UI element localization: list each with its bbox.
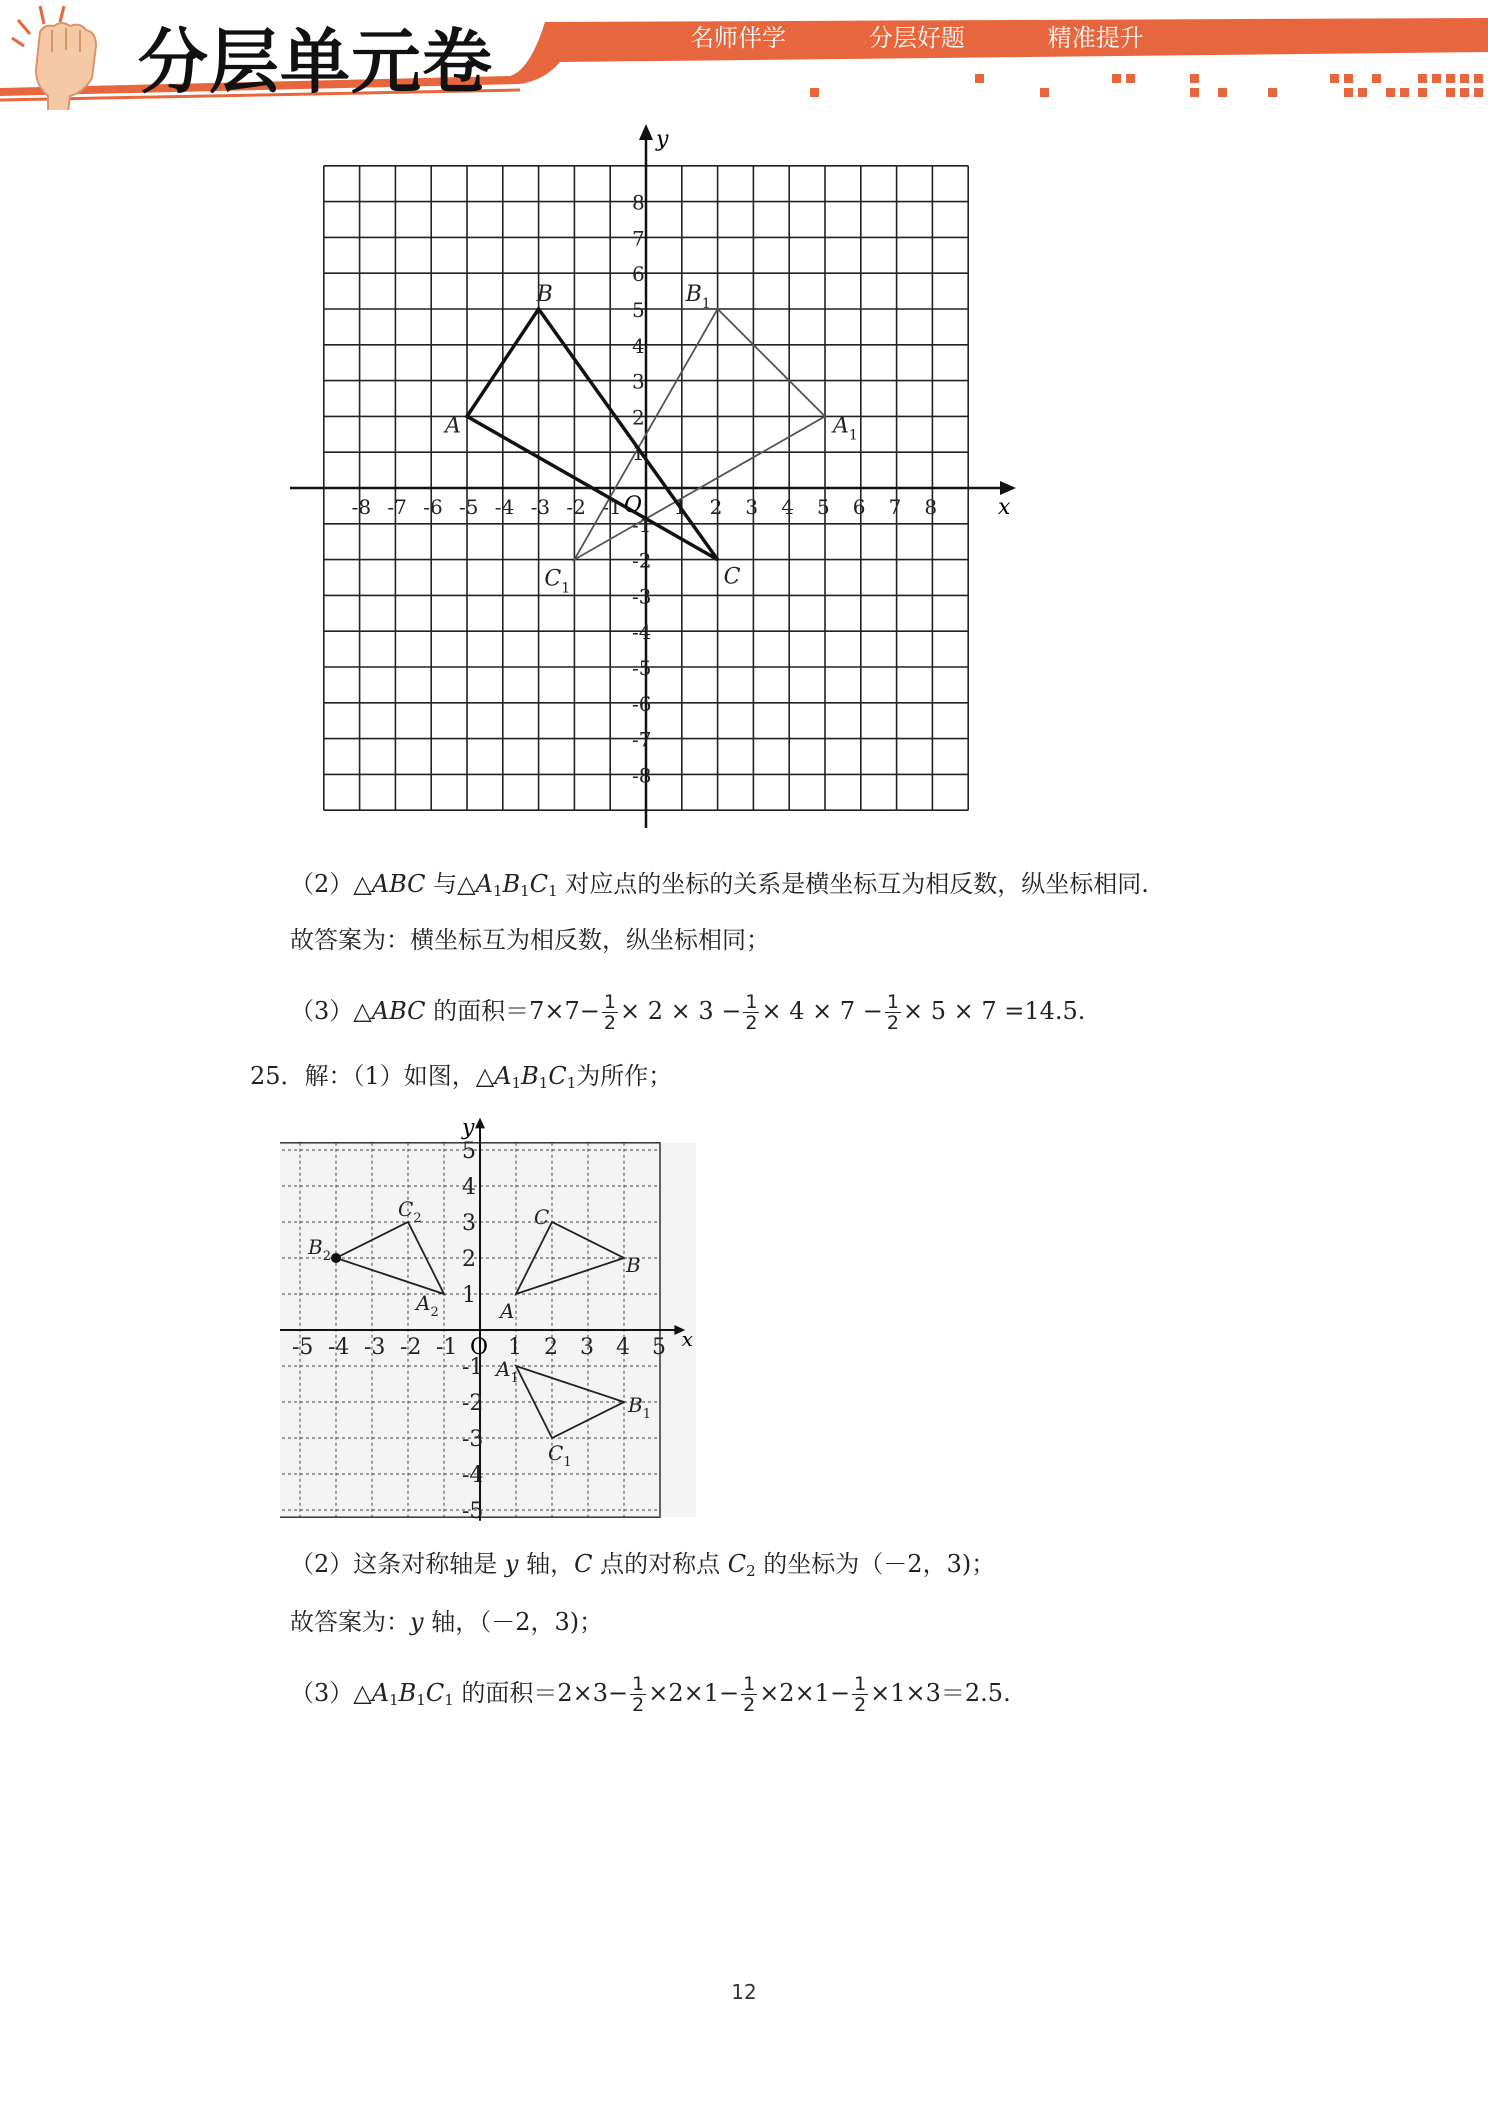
label-B: B [536,282,553,307]
x-tick-label: 5 [817,495,830,519]
x-tick-label: 1 [508,1335,522,1360]
x-tick-label: 4 [616,1335,630,1360]
x-tick-label: -2 [400,1335,422,1360]
y-tick-label: -2 [632,548,652,573]
x-tick-label: -6 [423,495,443,519]
label-C1: $C_1$ [548,1441,572,1470]
x-tick-label: 5 [652,1335,666,1360]
y-tick-label: 1 [632,441,645,466]
q25-intro: 25．解：（1）如图，$\triangle A_1B_1C_1$为所作； [250,1062,673,1092]
origin-label: O [470,1335,489,1360]
x-tick-label: 8 [924,495,938,519]
x-tick-label: 4 [781,495,794,519]
page-number: 12 [731,1980,757,2004]
q24-part3: （3）△ABC 的面积＝7×7− $\frac{1}{2}$ × 2 × 3 − $\frac{1}{2}$ × 4 × 7 − $\frac{1}{2}$ × 5 × 7 =14.5. [290,991,1086,1034]
label-A2: $A_2$ [416,1291,439,1320]
y-axis-label: y [656,127,669,152]
label-B1: $B_1$ [628,1393,651,1422]
x-tick-label: 3 [745,495,759,519]
q24-part2: （2）△ABC 与$\triangle A_1B_1C_1$ 对应点的坐标的关系是横坐标互为相反数，纵坐标相同. [290,870,1149,900]
x-axis-label: x [681,1327,693,1351]
origin-label: O [624,493,643,518]
x-tick-label: -7 [387,495,407,519]
y-tick-label: 8 [632,190,645,215]
x-tick-label: -4 [328,1335,350,1360]
y-tick-label: -5 [462,1499,484,1524]
y-axis-arrow [639,124,653,140]
fraction-half: $\frac{1}{2}$ [632,1673,645,1716]
page-header [0,0,1488,110]
label-A: A [500,1299,515,1323]
label-A1: $A_1$ [496,1357,519,1386]
y-tick-label: -4 [462,1463,484,1488]
label-B: B [626,1253,641,1277]
y-tick-label: -3 [632,584,652,609]
x-tick-label: -3 [364,1335,386,1360]
x-tick-label: 2 [544,1335,558,1360]
y-tick-label: -8 [632,763,652,788]
y-tick-label: -1 [632,512,652,537]
x-tick-label: 6 [852,495,866,519]
y-tick-label: -2 [462,1391,484,1416]
y-tick-label: 6 [632,262,645,287]
y-tick-label: 1 [462,1283,476,1308]
y-axis-arrow [475,1118,485,1129]
y-axis-label: y [462,1115,475,1141]
label-C: C [723,564,741,590]
x-tick-label: -5 [459,495,479,519]
fraction-half: $\frac{1}{2}$ [603,991,616,1034]
header-dots [810,74,1483,97]
x-tick-label: -1 [602,495,622,519]
q25-part3: $(3)\triangle A_1B_1C_1$ 的面积＝2×3− $\frac{1}{2}$ ×2×1− $\frac{1}{2}$ ×2×1− $\frac{1}{2}$ ×1×3＝2.5. [290,1673,1011,1716]
x-axis-label: x [998,495,1011,520]
label-C2: $C_2$ [398,1197,422,1226]
x-tick-label: -2 [566,495,586,519]
label-B2: $B_2$ [308,1235,331,1264]
y-tick-label: 4 [632,333,645,358]
fraction-half: $\frac{1}{2}$ [745,991,758,1034]
label-A1: $A_1$ [833,413,858,444]
x-tick-label: 3 [580,1335,594,1360]
q25-answer2: 故答案为：y 轴，（－2，3)； [290,1608,604,1636]
y-tick-label: 2 [462,1247,476,1272]
header-slogan: 名师伴学 分层好题 精准提升 [690,24,1144,52]
x-tick-label: -4 [494,495,515,519]
y-tick-label: 2 [632,405,645,430]
label-C1: $C_1$ [544,566,571,597]
x-tick-label: 2 [709,495,723,519]
triangle-a1b1c1 [574,309,825,560]
fraction-half: $\frac{1}{2}$ [886,991,899,1034]
y-tick-label: -7 [632,727,652,752]
y-tick-label: 3 [632,369,645,394]
header-title: 分层单元卷 [138,21,493,103]
x-tick-label: -8 [351,495,372,519]
y-tick-label: 4 [462,1175,476,1200]
y-tick-label: 3 [462,1211,476,1236]
triangle-abc [467,309,718,560]
y-tick-label: -3 [462,1427,484,1452]
y-tick-label: 5 [632,298,645,322]
label-B1: $B_1$ [685,282,711,312]
q25-part2: （2）这条对称轴是 y 轴，C 点的对称点 $C_2$ 的坐标为（－2，3)； [290,1550,996,1580]
coordinate-figure-2 [280,1108,700,1528]
x-tick-label: 7 [888,495,902,519]
fraction-half: $\frac{1}{2}$ [854,1673,867,1716]
x-tick-label: 1 [673,495,687,519]
label-A: A [445,413,461,439]
fraction-half: $\frac{1}{2}$ [743,1673,756,1716]
y-tick-label: -1 [462,1355,484,1380]
q24-answer2: 故答案为：横坐标互为相反数，纵坐标相同； [290,926,770,954]
y-tick-label: 5 [462,1139,476,1164]
point-B2 [331,1253,341,1263]
y-tick-label: 7 [632,226,645,251]
y-tick-label: -4 [632,620,652,645]
y-tick-label: -6 [632,691,652,716]
coordinate-figure-1 [280,120,1030,840]
x-tick-label: -3 [530,495,551,519]
label-C: C [534,1205,550,1229]
x-tick-label: -1 [436,1335,458,1360]
x-axis-arrow [1000,481,1016,495]
y-tick-label: -5 [632,656,652,680]
x-tick-label: -5 [292,1335,314,1360]
